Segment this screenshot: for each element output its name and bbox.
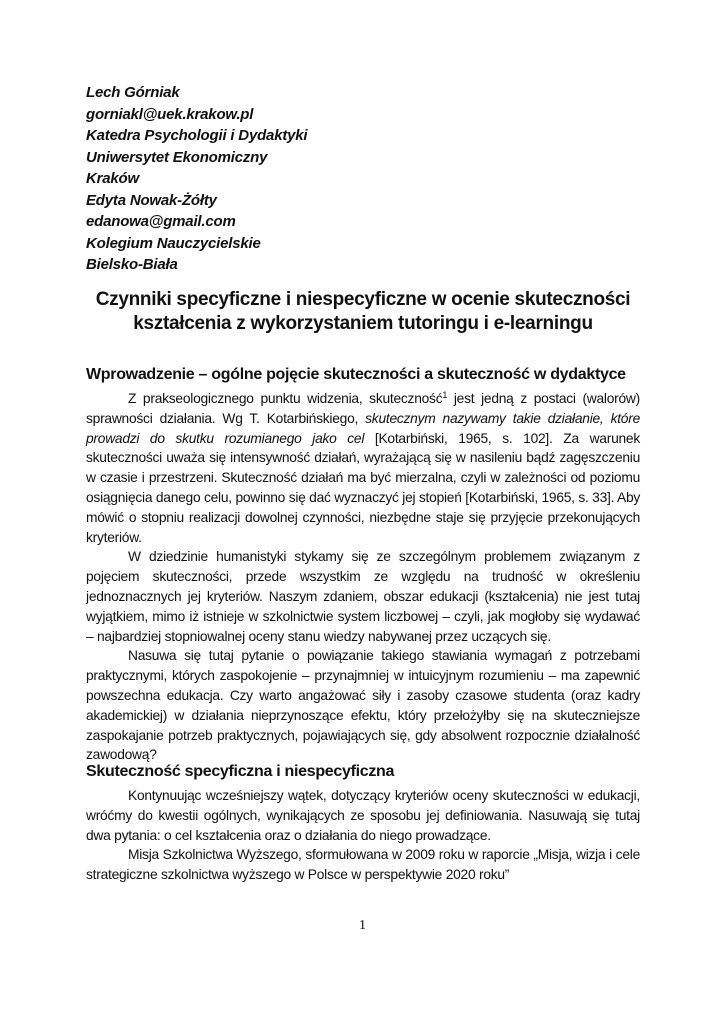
author-city: Bielsko-Biała bbox=[86, 256, 178, 273]
title-line: kształcenia z wykorzystaniem tutoringu i e-learningu bbox=[133, 313, 593, 334]
author-university: Uniwersytet Ekonomiczny bbox=[86, 148, 268, 166]
author-email: gorniakl@uek.krakow.pl bbox=[86, 105, 254, 123]
paragraph: Misja Szkolnictwa Wyższego, sformułowana w 2009 roku w raporcie „Misja, wizja i cele strategiczne szkolnictwa wyższego w Polsce w perspektywie 2020 roku” bbox=[86, 847, 640, 883]
paragraph: Z prakseologicznego punktu widzenia, skuteczność$^1$ jest jedną z postaci (walorów) sprawności działania. Wg T. Kotarbińskiego, skutecznym nazywamy takie działanie, które prowadzi do skutku rozumianego jako cel [Kotarbiński, 1965, s. 102]. Za warunek skuteczności uważa się intensywność działań, wyrażającą się w nasileniu bądź zagęszczeniu w czasie i przestrzeni. Skuteczność działań ma być mierzalna, czyli w zależności od poziomu osiągnięcia danego celu, powinno się dać wyznaczyć jej stopień [Kotarbiński, 1965, s. 33]. Aby mówić o stopniu realizacji dowolnej czynności, niezbędne staje się przyjęcie przekonujących kryteriów. bbox=[86, 390, 641, 545]
paragraph: W dziedzinie humanistyki stykamy się ze szczególnym problemem związanym z pojęciem skuteczności, przede wszystkim ze względu na trudność w określeniu jednoznacznych jej kryteriów. Naszym zdaniem, obszar edukacji (kształcenia) nie jest tutaj wyjątkiem, mimo iż istnieje w szkolnictwie system liczbowej – czyli, jak mogłoby się wydawać – najbardziej stopniowalnej oceny stanu wiedzy nabywanej przez uczących się. bbox=[86, 549, 640, 644]
section-body bbox=[86, 786, 640, 885]
author-department: Katedra Psychologii i Dydaktyki bbox=[86, 127, 308, 144]
page-number: 1 bbox=[359, 918, 366, 933]
author-block bbox=[86, 82, 486, 276]
quotation: skutecznym nazywamy takie działanie, które prowadzi do skutku rozumianego jako cel bbox=[86, 410, 640, 446]
author-email: edanowa@gmail.com bbox=[86, 213, 236, 230]
footnote-marker: 1 bbox=[442, 390, 448, 400]
section-body bbox=[86, 389, 640, 765]
author-college: Kolegium Nauczycielskie bbox=[86, 234, 261, 252]
author-name: Edyta Nowak-Żółty bbox=[86, 191, 217, 209]
section-heading: Skuteczność specyficzna i niespecyficzna bbox=[86, 763, 395, 780]
title-line: Czynniki specyficzne i niespecyficzne w ocenie skuteczności bbox=[95, 289, 631, 310]
author-city: Kraków bbox=[86, 170, 139, 187]
section-heading: Wprowadzenie – ogólne pojęcie skuteczności a skuteczność w dydaktyce bbox=[86, 366, 626, 383]
author-name: Lech Górniak bbox=[86, 84, 180, 101]
paragraph: Kontynuując wcześniejszy wątek, dotyczący kryteriów oceny skuteczności w edukacji, wróćmy do kwestii ogólnych, wynikających ze sposobu jej definiowania. Nasuwają się tutaj dwa pytania: o cel kształcenia oraz o działania do niego prowadzące. bbox=[86, 788, 640, 843]
paragraph: Nasuwa się tutaj pytanie o powiązanie takiego stawiania wymagań z potrzebami praktycznymi, których zaspokojenie – przynajmniej w intuicyjnym rozumieniu – ma zapewnić powszechna edukacja. Czy warto angażować siły i zasoby czasowe studenta (oraz kadry akademickiej) w działania nieprzynoszące efektu, który przełożyłby się na skuteczniejsze zaspokajanie potrzeb praktycznych, pojawiających się, gdy absolwent rozpocznie działalność zawodową? bbox=[86, 648, 640, 763]
paper-title bbox=[86, 288, 640, 336]
